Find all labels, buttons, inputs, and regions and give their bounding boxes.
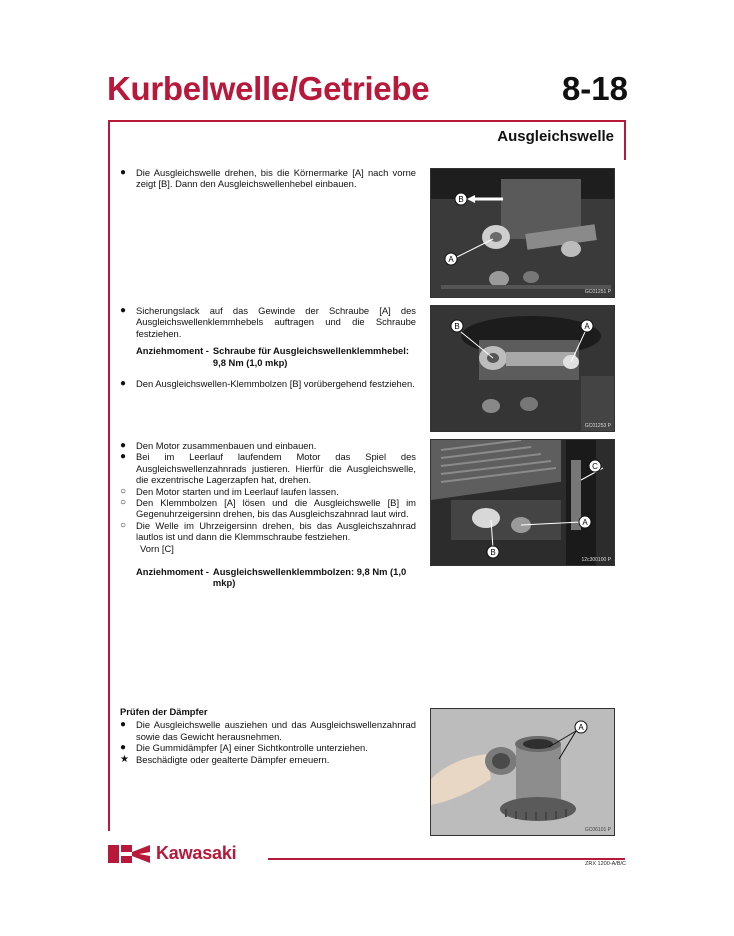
star-icon: ★ — [120, 753, 129, 765]
list-item — [120, 451, 416, 485]
list-item — [120, 378, 416, 389]
bullet-icon: ● — [120, 451, 127, 463]
list-item-text: Den Ausgleichswellen-Klemmbolzen [B] vorübergehend festziehen. — [136, 378, 415, 390]
list-item — [120, 440, 416, 451]
svg-text:B: B — [490, 548, 496, 557]
list-item-text: Sicherungslack auf das Gewinde der Schraube [A] des Ausgleichswellenklemmhebels auftragen und die Schraube festziehen. — [136, 305, 416, 339]
frame-top-rule — [108, 120, 625, 122]
list-item — [120, 742, 416, 753]
list-item — [120, 167, 416, 190]
photo-balancer-punch-mark — [430, 168, 615, 298]
list-item — [120, 520, 416, 543]
instruction-block-2 — [120, 305, 416, 389]
list-item-text: Die Ausgleichswelle ausziehen und das Ausgleichswellenzahnrad sowie das Gewicht herausnehmen. — [136, 719, 416, 742]
bullet-icon: ● — [120, 305, 127, 316]
page-number: 8-18 — [561, 70, 628, 107]
footer-rule — [268, 858, 625, 860]
svg-text:12c300100 P: 12c300100 P — [581, 557, 611, 563]
list-item — [120, 497, 416, 520]
circle-bullet-icon: ○ — [120, 497, 127, 509]
instruction-block-3 — [120, 440, 416, 599]
photo-rubber-dampers — [430, 708, 615, 836]
list-item-text: Die Ausgleichswelle drehen, bis die Körnermarke [A] nach vorne zeigt [B]. Dann den Ausgleichswellenhebel einbauen. — [136, 167, 416, 190]
list-item-text: Den Motor starten und im Leerlauf laufen lassen. — [136, 485, 339, 497]
torque-spec — [136, 345, 416, 368]
svg-text:GC06101 P: GC06101 P — [584, 827, 611, 833]
kawasaki-logo — [108, 843, 236, 864]
subsection-heading: Prüfen der Dämpfer — [120, 706, 208, 717]
svg-text:C: C — [592, 462, 598, 471]
frame-left-rule — [108, 120, 110, 831]
svg-text:GC01251 P: GC01251 P — [584, 289, 611, 295]
torque-spec — [136, 566, 416, 589]
torque-label: Anziehmoment - — [136, 345, 209, 357]
svg-text:B: B — [458, 195, 464, 204]
instruction-block-4 — [120, 706, 416, 765]
list-item — [120, 486, 416, 497]
front-note: Vorn [C] — [140, 542, 174, 554]
list-item — [120, 754, 416, 765]
photo-clamp-lever-bolt — [430, 305, 615, 432]
list-item — [120, 305, 416, 339]
svg-text:B: B — [454, 322, 460, 331]
svg-text:GC01253 P: GC01253 P — [584, 423, 611, 429]
bullet-icon: ● — [120, 378, 127, 390]
document-code: ZRX 1200-A/B/C — [585, 861, 626, 867]
svg-text:A: A — [448, 255, 454, 264]
circle-bullet-icon: ○ — [120, 485, 127, 497]
brand-name: Kawasaki — [156, 843, 237, 863]
bullet-icon: ● — [120, 719, 127, 731]
circle-bullet-icon: ○ — [120, 519, 127, 531]
torque-value: Schraube für Ausgleichswellenklemmhebel: 9,8 Nm (1,0 mkp) — [212, 345, 409, 368]
chapter-title: Kurbelwelle/Getriebe — [107, 70, 430, 107]
svg-text:A: A — [578, 723, 584, 732]
frame-right-rule — [624, 120, 626, 160]
photo-engine-clamp-bolt — [430, 439, 615, 566]
bullet-icon: ● — [120, 440, 127, 451]
bullet-icon: ● — [120, 167, 127, 178]
section-title: Ausgleichswelle — [497, 128, 614, 145]
svg-text:A: A — [584, 322, 590, 331]
list-item-text: Bei im Leerlauf laufendem Motor das Spiel des Ausgleichswellenzahnrads justieren. Hierfür die Ausgleichswelle, die exzentrische Lagerzapfen hat, drehen. — [136, 451, 416, 486]
bullet-icon: ● — [120, 742, 127, 754]
svg-text:A: A — [582, 518, 588, 527]
torque-value: Ausgleichswellenklemmbolzen: 9,8 Nm (1,0 mkp) — [212, 566, 407, 589]
instruction-block-1 — [120, 167, 416, 190]
list-item-text: Beschädigte oder gealterte Dämpfer erneuern. — [136, 753, 330, 765]
list-item — [120, 719, 416, 742]
list-item-text: Den Motor zusammenbauen und einbauen. — [136, 440, 317, 451]
torque-label: Anziehmoment - — [136, 566, 209, 578]
kawasaki-river-mark-icon — [108, 845, 150, 863]
list-item-text: Den Klemmbolzen [A] lösen und die Ausgleichswelle [B] im Gegenuhrzeigersinn drehen, bis das Ausgleichszahnrad laut wird. — [136, 497, 416, 520]
list-item-text: Die Welle im Uhrzeigersinn drehen, bis das Ausgleichszahnrad lautlos ist und dann die Klemmschraube festziehen. — [136, 519, 416, 543]
list-item-text: Die Gummidämpfer [A] einer Sichtkontrolle unterziehen. — [136, 742, 368, 754]
